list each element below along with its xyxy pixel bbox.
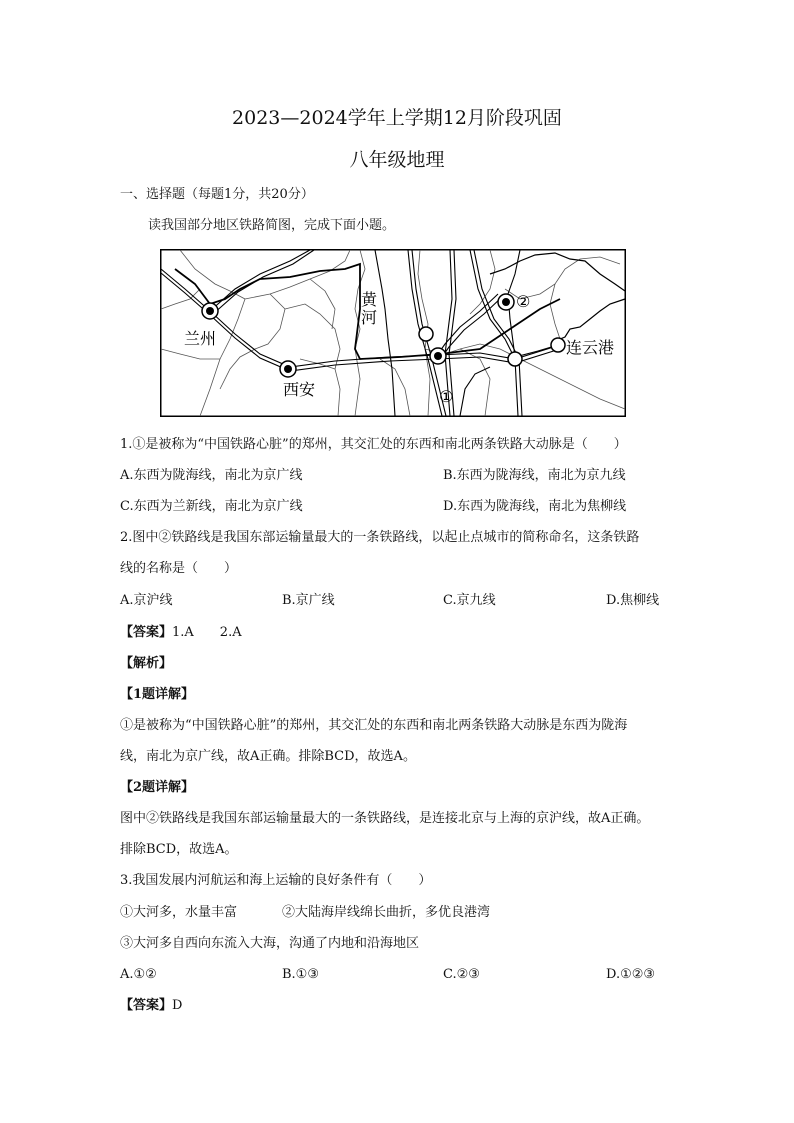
q1-option-b: B.东西为陇海线，南北为京九线 [443, 468, 626, 483]
q2-stem-line2: 线的名称是（ ） [120, 561, 238, 576]
q1-stem: 1.①是被称为“中国铁路心脏”的郑州，其交汇处的东西和南北两条铁路大动脉是（ ） [120, 437, 627, 452]
detail-1-line2: 线，南北为京广线，故A正确。排除BCD，故选A。 [120, 749, 416, 764]
label-lanzhou: 兰州 [184, 329, 217, 348]
q2-option-d: D.焦柳线 [606, 593, 660, 608]
railway-map [160, 249, 626, 417]
q2-option-a: A.京沪线 [120, 593, 173, 608]
page-subtitle: 八年级地理 [349, 149, 445, 171]
marker-1: ① [439, 387, 454, 406]
detail-2-line2: 排除BCD，故选A。 [120, 842, 238, 857]
q2-option-c: C.京九线 [443, 593, 496, 608]
q1-option-c: C.东西为兰新线，南北为京广线 [120, 499, 303, 514]
detail-1-line1: ①是被称为“中国铁路心脏”的郑州，其交汇处的东西和南北两条铁路大动脉是东西为陇海 [120, 718, 628, 733]
answer-label: 【答案】 [120, 625, 173, 640]
page-title: 2023—2024学年上学期12月阶段巩固 [232, 107, 562, 129]
answer-3-text: D [172, 998, 183, 1013]
analysis-label: 【解析】 [120, 656, 173, 671]
detail-1-label: 【1题详解】 [120, 687, 195, 702]
q3-option-b: B.①③ [282, 967, 319, 982]
label-lianyungang: 连云港 [566, 338, 615, 357]
label-xian: 西安 [283, 380, 316, 399]
detail-2-label: 【2题详解】 [120, 780, 195, 795]
section-heading: 一、选择题（每题1分，共20分） [120, 187, 314, 202]
q3-option-c: C.②③ [443, 967, 480, 982]
marker-2: ② [516, 292, 531, 311]
q1-option-d: D.东西为陇海线，南北为焦柳线 [443, 499, 627, 514]
q3-stem: 3.我国发展内河航运和海上运输的良好条件有（ ） [120, 873, 432, 888]
q3-statement-3: ③大河多自西向东流入大海，沟通了内地和沿海地区 [120, 936, 420, 951]
q3-option-d: D.①②③ [606, 967, 656, 982]
section-intro: 读我国部分地区铁路简图，完成下面小题。 [148, 218, 396, 233]
answer-text: 1.A 2.A [172, 625, 242, 640]
answer-3 [120, 998, 182, 1014]
answer-1 [120, 625, 242, 641]
q3-statement-1: ①大河多，水量丰富 [120, 905, 238, 920]
q3-statement-2: ②大陆海岸线绵长曲折，多优良港湾 [282, 905, 491, 920]
answer-3-label: 【答案】 [120, 998, 173, 1013]
q3-option-a: A.①② [120, 967, 157, 982]
label-huanghe-1: 黄 [361, 290, 378, 309]
q1-option-a: A.东西为陇海线，南北为京广线 [120, 468, 303, 483]
detail-2-line1: 图中②铁路线是我国东部运输量最大的一条铁路线，是连接北京与上海的京沪线，故A正确。 [120, 811, 650, 826]
q2-option-b: B.京广线 [282, 593, 335, 608]
label-huanghe-2: 河 [361, 308, 378, 327]
q2-stem-line1: 2.图中②铁路线是我国东部运输量最大的一条铁路线，以起止点城市的简称命名，这条铁路 [120, 530, 640, 545]
